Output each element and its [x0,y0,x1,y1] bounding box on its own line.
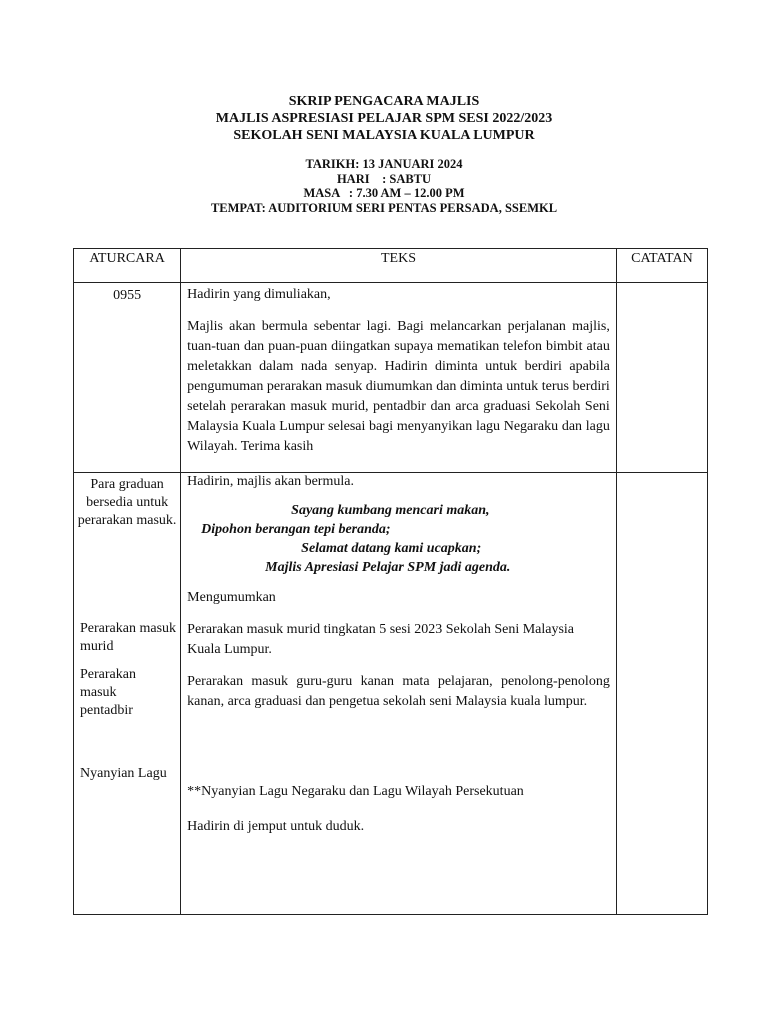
row1-body: Majlis akan bermula sebentar lagi. Bagi melancarkan perjalanan majlis, tuan-tuan dan puan-puan diingatkan supaya mematikan telefon bimbit atau meletakkan dalam nada senyap. Hadirin diminta untuk berdiri apabila pengumuman perarakan masuk diumumkan dan diminta untuk terus berdiri setelah perarakan masuk murid, pentadbir dan arca graduasi Sekolah Seni Malaysia Kuala Lumpur selesai bagi menyanyikan lagu Negaraku dan lagu Wilayah. Terima kasih [187,319,610,454]
pantun-line-3: Selamat datang kami ucapkan; [301,541,482,556]
title-line-3: SEKOLAH SENI MALAYSIA KUALA LUMPUR [233,128,535,143]
event-date: TARIKH: 13 JANUARI 2024 [305,157,463,171]
header-catatan: CATATAN [616,249,707,283]
aturcara-murid: Perarakan masuk murid [80,621,177,654]
row1-aturcara-cell [74,283,181,473]
pantun-line-2: Dipohon berangan tepi beranda; [201,522,391,537]
header-teks: TEKS [181,249,617,283]
row2-teks-cell [181,473,617,915]
table-row [74,283,708,473]
row2-announce: Mengumumkan [187,590,276,605]
row2-catatan-cell [616,473,707,915]
row2-guru-text: Perarakan masuk guru-guru kanan mata pelajaran, penolong-penolong kanan, arca graduasi dan pengetua sekolah seni Malaysia kuala lumpur. [187,674,610,709]
event-time: MASA : 7.30 AM – 12.00 PM [303,186,465,200]
row1-catatan-cell [616,283,707,473]
aturcara-graduan: Para graduan bersedia untuk perarakan masuk. [77,477,177,528]
document-title [0,93,768,144]
row2-intro: Hadirin, majlis akan bermula. [187,474,354,489]
title-line-2: MAJLIS ASPRESIASI PELAJAR SPM SESI 2022/2023 [215,111,553,126]
pantun-line-1: Sayang kumbang mencari makan, [291,503,490,518]
row2-lagu-text: **Nyanyian Lagu Negaraku dan Lagu Wilayah Persekutuan [187,784,524,799]
row1-greeting: Hadirin yang dimuliakan, [187,287,331,302]
event-details [0,157,768,215]
table-row [74,473,708,915]
aturcara-lagu: Nyanyian Lagu [80,766,167,781]
row1-time: 0955 [113,288,142,303]
event-venue: TEMPAT: AUDITORIUM SERI PENTAS PERSADA, SSEMKL [210,200,558,215]
row2-murid-text: Perarakan masuk murid tingkatan 5 sesi 2023 Sekolah Seni Malaysia Kuala Lumpur. [187,622,575,657]
aturcara-pentadbir: Perarakan masuk pentadbir [80,667,136,718]
table-header-row [74,249,708,283]
event-day: HARI : SABTU [336,171,432,186]
row2-duduk: Hadirin di jemput untuk duduk. [187,819,365,834]
row2-aturcara-cell [74,473,181,915]
header-aturcara: ATURCARA [74,249,181,283]
row1-teks-cell [181,283,617,473]
schedule-table [73,248,708,915]
pantun-line-4: Majlis Apresiasi Pelajar SPM jadi agenda. [265,560,511,575]
title-line-1: SKRIP PENGACARA MAJLIS [288,94,480,109]
